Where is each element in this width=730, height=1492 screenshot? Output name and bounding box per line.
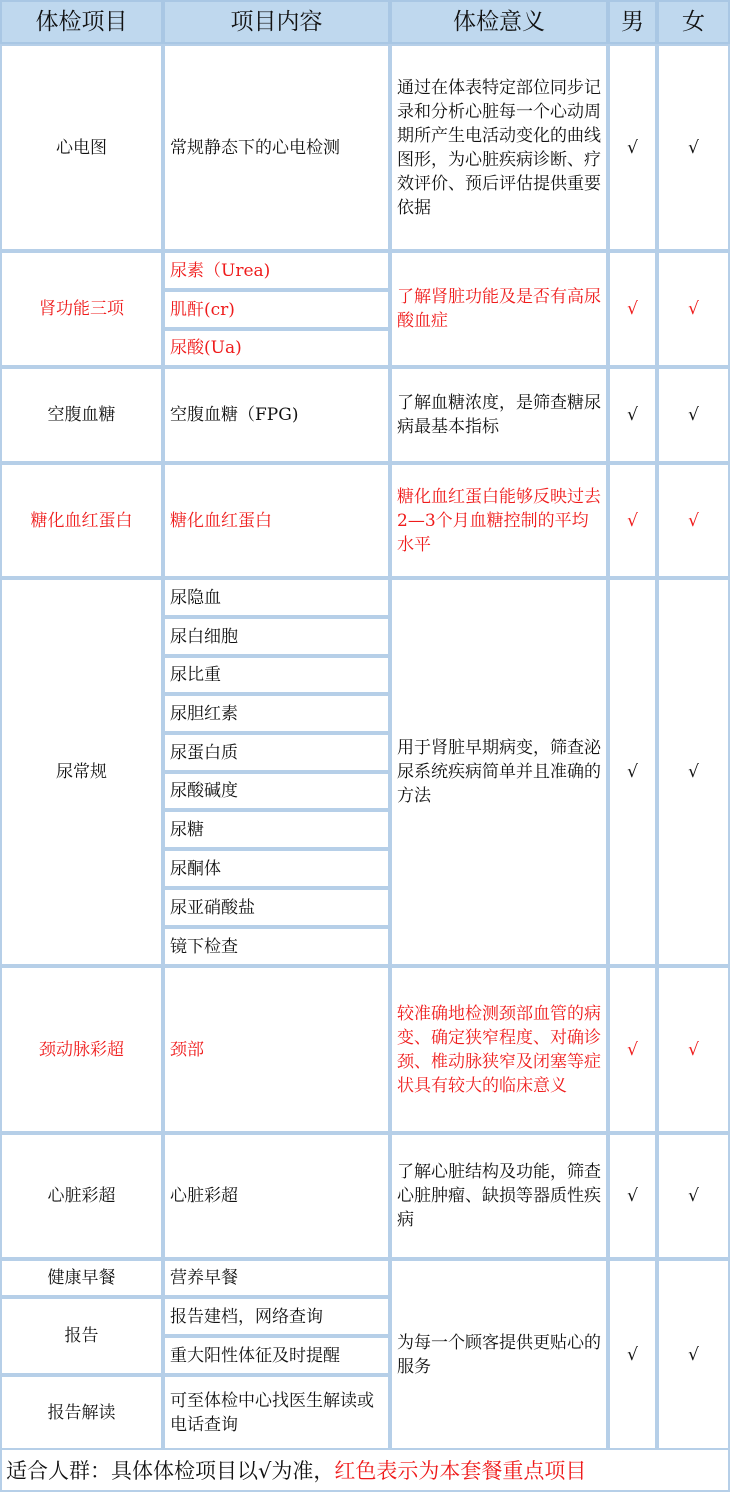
row-report-item: 重大阳性体征及时提醒: [163, 1336, 390, 1375]
row-hba1c-male-check: √: [608, 463, 657, 578]
row-urine-item: 尿胆红素: [163, 694, 390, 733]
row-glucose-meaning: 了解血糖浓度，是筛查糖尿病最基本指标: [390, 367, 608, 463]
row-report-item: 报告建档，网络查询: [163, 1297, 390, 1336]
row-service-male-check: √: [608, 1259, 657, 1450]
row-glucose-name: 空腹血糖: [0, 367, 163, 463]
row-hba1c-female-check: √: [657, 463, 730, 578]
row-urine-item: 尿酮体: [163, 849, 390, 888]
row-carotid-meaning: 较准确地检测颈部血管的病变、确定狭窄程度、对确诊颈、椎动脉狭窄及闭塞等症状具有较大的临床意义: [390, 966, 608, 1133]
row-urine-item: 尿比重: [163, 656, 390, 694]
row-urine-item: 尿白细胞: [163, 617, 390, 656]
row-kidney-meaning: 了解肾脏功能及是否有高尿酸血症: [390, 251, 608, 367]
row-urine-male-check: √: [608, 578, 657, 966]
row-kidney-name: 肾功能三项: [0, 251, 163, 367]
row-ecg-name: 心电图: [0, 44, 163, 251]
row-ecg-item: 常规静态下的心电检测: [163, 44, 390, 251]
row-ecg-male-check: √: [608, 44, 657, 251]
row-kidney-male-check: √: [608, 251, 657, 367]
row-glucose-female-check: √: [657, 367, 730, 463]
header-meaning: 体检意义: [390, 0, 608, 44]
row-carotid-item: 颈部: [163, 966, 390, 1133]
row-urine-name: 尿常规: [0, 578, 163, 966]
row-urine-item: 尿糖: [163, 810, 390, 849]
row-carotid-female-check: √: [657, 966, 730, 1133]
row-echo-meaning: 了解心脏结构及功能，筛查心脏肿瘤、缺损等器质性疾病: [390, 1133, 608, 1259]
row-hba1c-item: 糖化血红蛋白: [163, 463, 390, 578]
row-hba1c-meaning: 糖化血红蛋白能够反映过去2—3个月血糖控制的平均水平: [390, 463, 608, 578]
row-urine-item: 尿亚硝酸盐: [163, 888, 390, 927]
header-item: 体检项目: [0, 0, 163, 44]
header-male: 男: [608, 0, 657, 44]
row-ecg-female-check: √: [657, 44, 730, 251]
row-kidney-item-ua: 尿酸(Ua): [163, 329, 390, 367]
row-urine-item: 尿酸碱度: [163, 772, 390, 810]
row-breakfast-item: 营养早餐: [163, 1259, 390, 1297]
row-service-female-check: √: [657, 1259, 730, 1450]
footer-highlight-note: 红色表示为本套餐重点项目: [334, 1459, 587, 1483]
row-kidney-female-check: √: [657, 251, 730, 367]
row-urine-female-check: √: [657, 578, 730, 966]
row-glucose-item: 空腹血糖（FPG): [163, 367, 390, 463]
header-female: 女: [657, 0, 730, 44]
row-echo-item: 心脏彩超: [163, 1133, 390, 1259]
row-ecg-meaning: 通过在体表特定部位同步记录和分析心脏每一个心动周期所产生电活动变化的曲线图形，为心脏疾病诊断、疗效评价、预后评估提供重要依据: [390, 44, 608, 251]
row-carotid-male-check: √: [608, 966, 657, 1133]
row-urine-item: 尿隐血: [163, 578, 390, 617]
row-interpret-item: 可至体检中心找医生解读或电话查询: [163, 1375, 390, 1450]
row-carotid-name: 颈动脉彩超: [0, 966, 163, 1133]
footer-prefix: 适合人群：具体体检项目以√为准，: [6, 1459, 335, 1483]
footer-note: [0, 1450, 730, 1492]
row-urine-item: 镜下检查: [163, 927, 390, 966]
row-hba1c-name: 糖化血红蛋白: [0, 463, 163, 578]
header-content: 项目内容: [163, 0, 390, 44]
row-echo-name: 心脏彩超: [0, 1133, 163, 1259]
row-glucose-male-check: √: [608, 367, 657, 463]
row-breakfast-name: 健康早餐: [0, 1259, 163, 1297]
row-echo-male-check: √: [608, 1133, 657, 1259]
row-report-name: 报告: [0, 1297, 163, 1375]
row-kidney-item-cr: 肌酐(cr): [163, 290, 390, 329]
row-service-meaning: 为每一个顾客提供更贴心的服务: [390, 1259, 608, 1450]
row-urine-meaning: 用于肾脏早期病变，筛查泌尿系统疾病简单并且准确的方法: [390, 578, 608, 966]
row-kidney-item-urea: 尿素（Urea): [163, 251, 390, 290]
row-echo-female-check: √: [657, 1133, 730, 1259]
row-interpret-name: 报告解读: [0, 1375, 163, 1450]
row-urine-item: 尿蛋白质: [163, 733, 390, 772]
